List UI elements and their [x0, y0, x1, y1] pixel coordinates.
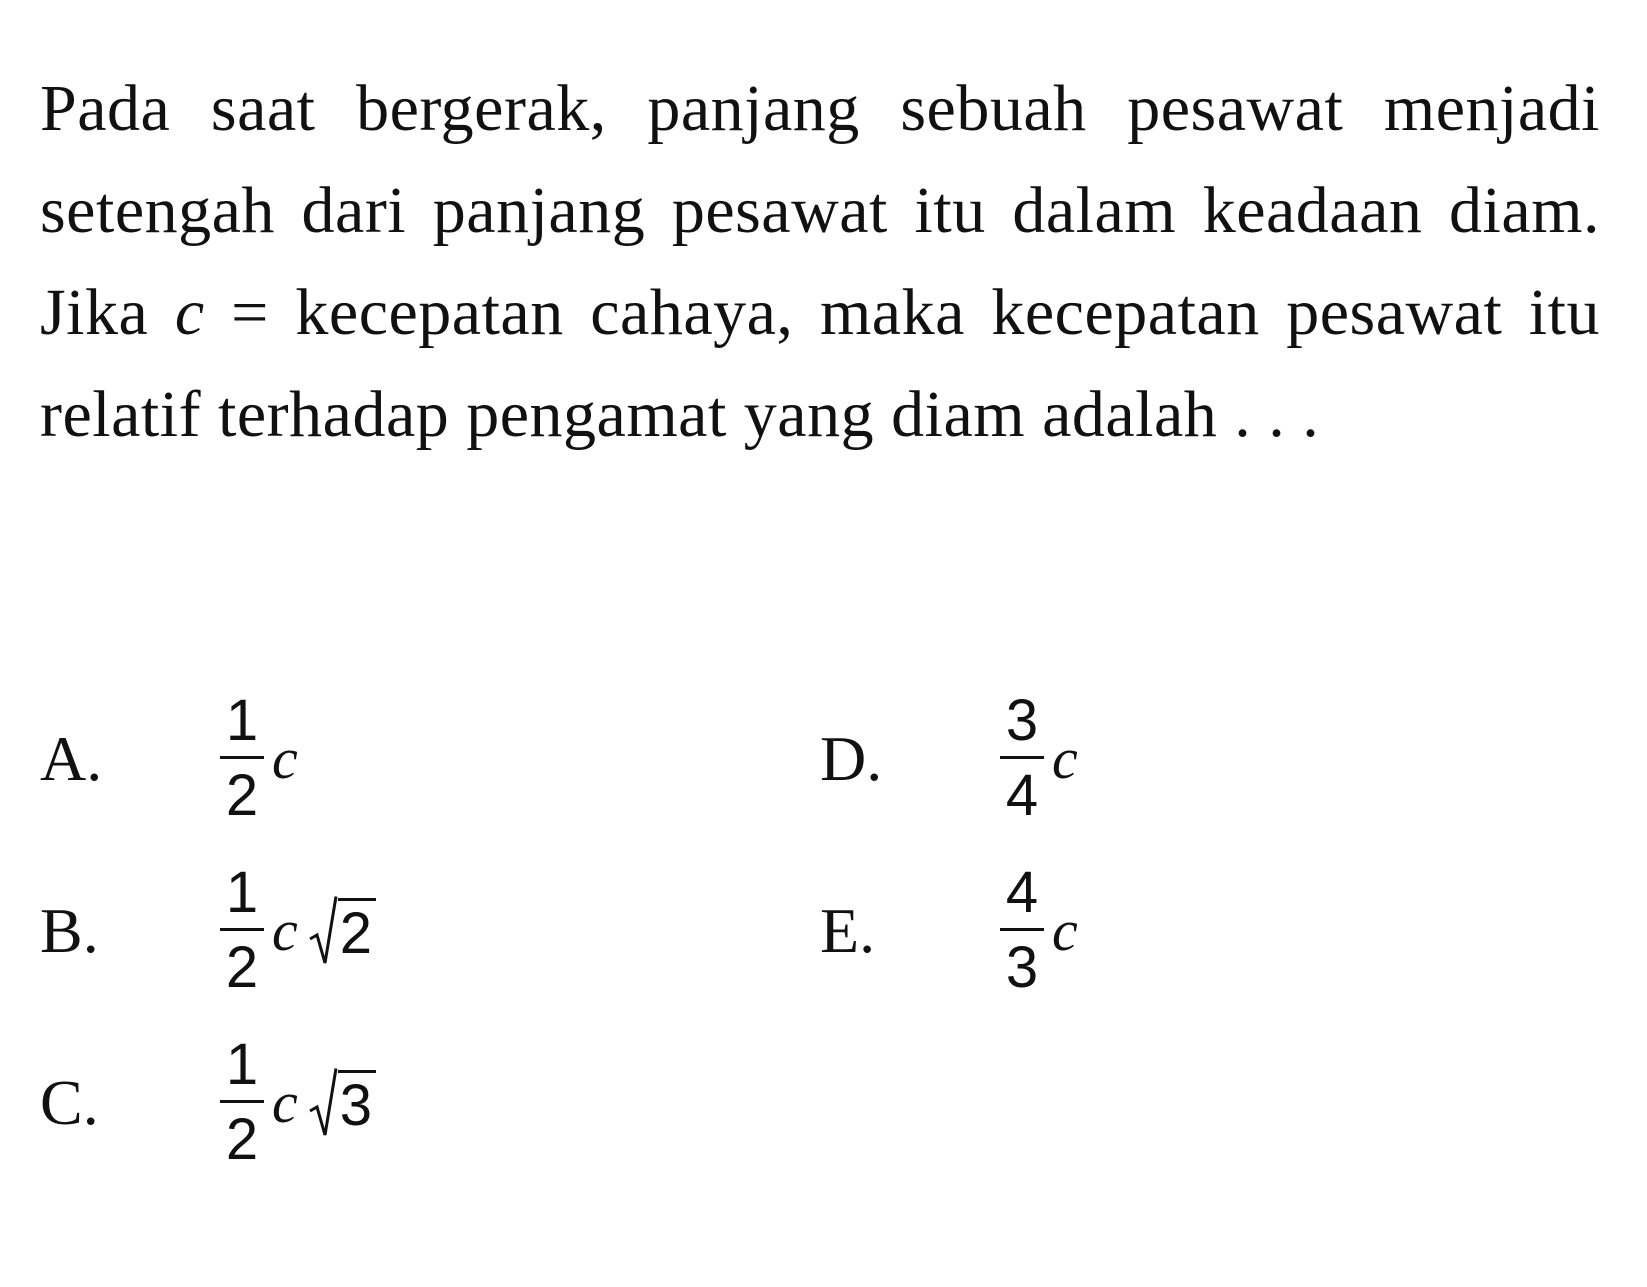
question-text-part2: = kecepatan cahaya, maka kecepatan pesawat itu relatif terhadap pengamat yang diam adalah . . . [40, 276, 1600, 451]
option-c[interactable] [40, 1034, 376, 1171]
option-expression [220, 690, 298, 827]
fraction-numerator: 4 [1005, 860, 1039, 925]
option-expression [220, 1034, 376, 1171]
question-text [40, 58, 1600, 466]
radical-sign-icon [308, 1067, 338, 1139]
fraction [220, 1034, 264, 1171]
fraction-numerator: 1 [225, 1032, 259, 1097]
radicand: 3 [338, 1070, 376, 1139]
option-expression [1000, 862, 1078, 999]
fraction-numerator: 1 [225, 860, 259, 925]
speed-of-light-variable: c [272, 726, 298, 791]
fraction-numerator: 3 [1005, 688, 1039, 753]
option-letter: A. [40, 722, 103, 794]
fraction-numerator: 1 [225, 688, 259, 753]
fraction [1000, 690, 1044, 827]
fraction-denominator: 4 [1005, 763, 1039, 828]
fraction [220, 862, 264, 999]
option-d[interactable] [820, 690, 1078, 827]
option-expression [220, 862, 376, 999]
fraction-denominator: 2 [225, 763, 259, 828]
speed-of-light-variable: c [1052, 898, 1078, 963]
question-text-part1: Pada saat bergerak, panjang sebuah pesawat menjadi setengah dari panjang pesawat itu dalam keadaan diam. Jika [40, 72, 1600, 349]
radicand: 2 [338, 898, 376, 967]
speed-of-light-variable: c [272, 1070, 298, 1135]
speed-of-light-variable: c [1052, 726, 1078, 791]
option-letter: D. [820, 722, 883, 794]
option-letter: C. [40, 1066, 99, 1138]
square-root [308, 895, 376, 967]
square-root [308, 1067, 376, 1139]
option-letter: B. [40, 894, 99, 966]
option-b[interactable] [40, 862, 376, 999]
radical-sign-icon [308, 895, 338, 967]
question-variable: c [174, 276, 205, 349]
fraction-denominator: 3 [1005, 935, 1039, 1000]
option-a[interactable] [40, 690, 298, 827]
speed-of-light-variable: c [272, 898, 298, 963]
fraction [1000, 862, 1044, 999]
fraction [220, 690, 264, 827]
fraction-denominator: 2 [225, 1107, 259, 1172]
option-e[interactable] [820, 862, 1078, 999]
option-letter: E. [820, 894, 876, 966]
fraction-denominator: 2 [225, 935, 259, 1000]
option-expression [1000, 690, 1078, 827]
